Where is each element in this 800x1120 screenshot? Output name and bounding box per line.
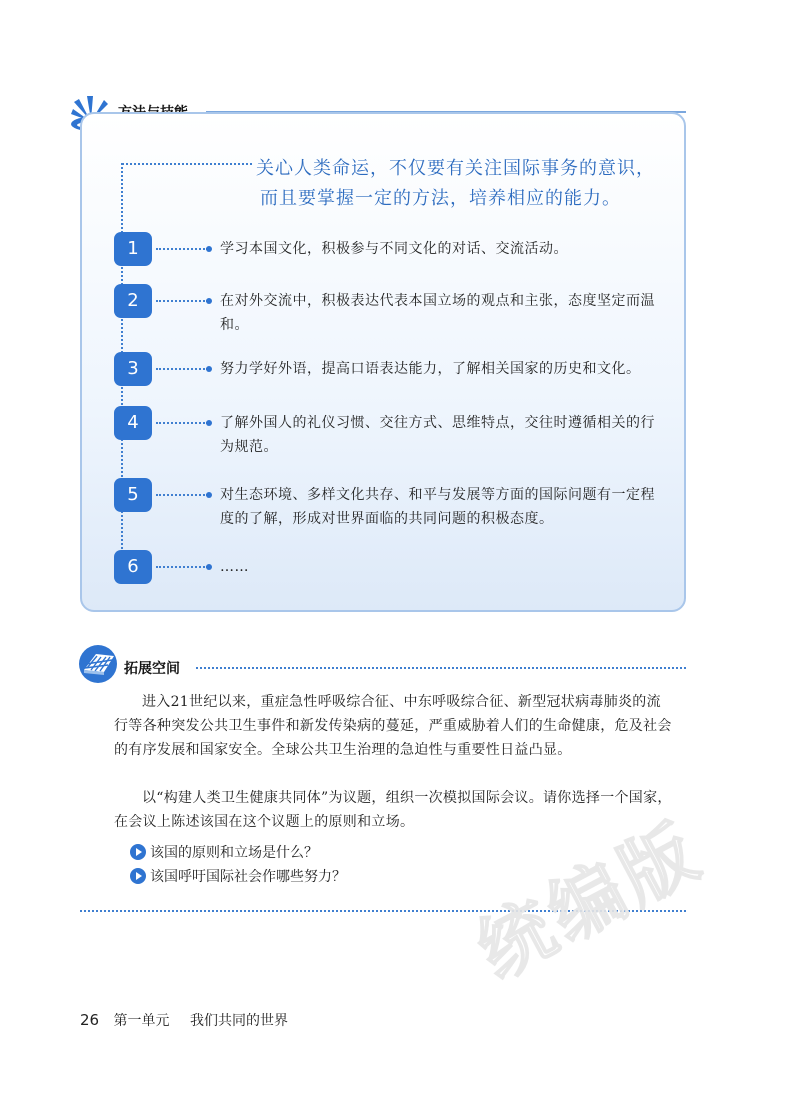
item-number-badge: 4 [114,406,152,440]
page-number: 26 [80,1011,100,1029]
grid-platform-icon [78,644,120,684]
bullet-dot-icon [206,298,212,304]
item-number-badge: 2 [114,284,152,318]
question-item [130,866,346,886]
dotted-connector [156,494,208,496]
dotted-connector [156,300,208,302]
item-text: 对生态环境、多样文化共存、和平与发展等方面的国际问题有一定程度的了解，形成对世界面临的共同问题的积极态度。 [220,487,655,527]
paragraph: 进入21世纪以来，重症急性呼吸综合征、中东呼吸综合征、新型冠状病毒肺炎的流行等各种突发公共卫生事件和新发传染病的蔓延，严重威胁着人们的生命健康，危及社会的有序发展和国家安全。全球公共卫生治理的急迫性与重要性日益凸显。 [114,694,672,758]
bullet-dot-icon [206,564,212,570]
bullet-dot-icon [206,366,212,372]
question-text: 该国呼吁国际社会作哪些努力？ [150,869,346,885]
item-text: …… [220,559,249,575]
unit-label: 第一单元 [113,1013,170,1029]
item-number-badge: 6 [114,550,152,584]
page-footer [80,1010,288,1030]
item-text: 了解外国人的礼仪习惯、交往方式、思维特点，交往时遵循相关的行为规范。 [220,415,655,455]
unit-title: 我们共同的世界 [190,1013,288,1029]
section-header-extension [78,644,690,684]
bullet-dot-icon [206,420,212,426]
item-text: 努力学好外语，提高口语表达能力，了解相关国家的历史和文化。 [220,361,641,377]
play-arrow-icon [130,868,146,884]
bullet-dot-icon [206,492,212,498]
item-text: 在对外交流中，积极表达代表本国立场的观点和主张，态度坚定而温和。 [220,293,655,333]
item-text: 学习本国文化，积极参与不同文化的对话、交流活动。 [220,241,568,257]
paragraph: 以“构建人类卫生健康共同体”为议题，组织一次模拟国际会议。请你选择一个国家，在会议上陈述该国在这个议题上的原则和立场。 [114,790,672,830]
dotted-connector [156,422,208,424]
item-number-badge: 5 [114,478,152,512]
question-item [130,842,318,862]
dotted-connector [156,368,208,370]
question-text: 该国的原则和立场是什么？ [150,845,318,861]
bullet-dot-icon [206,246,212,252]
item-number-badge: 3 [114,352,152,386]
intro-line-1: 关心人类命运，不仅要有关注国际事务的意识， [256,158,655,179]
item-number-badge: 1 [114,232,152,266]
play-arrow-icon [130,844,146,860]
section-title: 拓展空间 [124,661,180,677]
dotted-connector [156,566,208,568]
dotted-connector [156,248,208,250]
dotted-connector [122,163,252,165]
header-dotted-rule [196,667,686,669]
intro-line-2: 而且要掌握一定的方法，培养相应的能力。 [260,188,621,209]
watermark: 统编版 [464,807,717,996]
intro-text [256,154,676,214]
